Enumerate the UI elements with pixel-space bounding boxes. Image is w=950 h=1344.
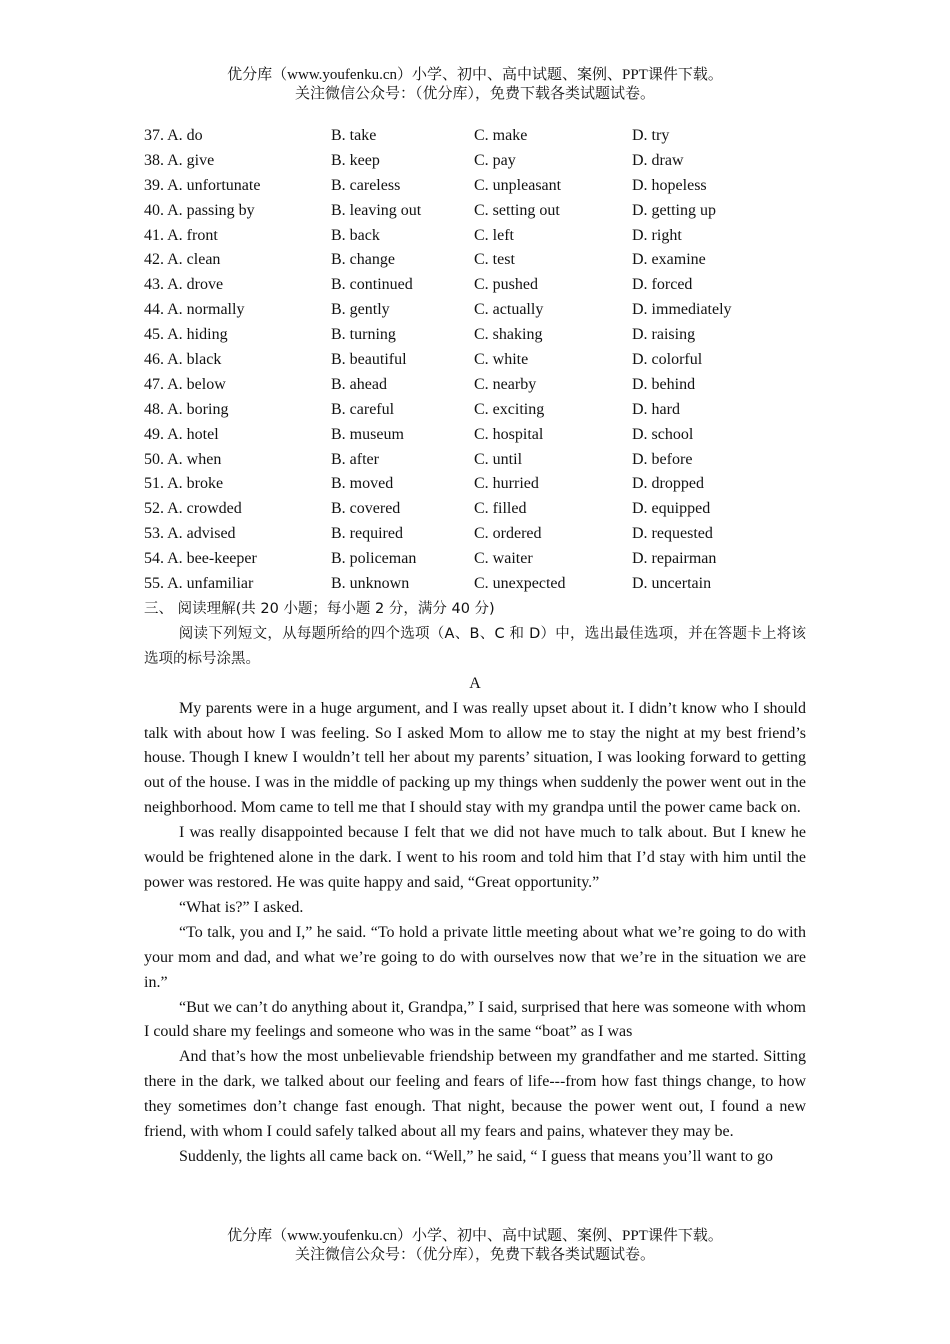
passage-paragraph: I was really disappointed because I felt that we did not have much to talk about. But I knew he would be frightened alone in the dark. I went to his room and told him that I’d stay with him until the power was restored. He was quite happy and said, “Great opportunity.” bbox=[144, 824, 806, 891]
option-d: D. hard bbox=[632, 400, 680, 418]
option-c: C. ordered bbox=[474, 525, 542, 543]
option-b: B. turning bbox=[331, 326, 396, 344]
option-d: D. requested bbox=[632, 525, 713, 543]
option-a: 55. A. unfamiliar bbox=[144, 575, 254, 593]
option-b: B. gently bbox=[331, 301, 390, 319]
section-instruction: 阅读下列短文，从每题所给的四个选项（A、B、C 和 D）中，选出最佳选项，并在答题卡上将该选项的标号涂黑。 bbox=[144, 625, 806, 667]
option-a: 52. A. crowded bbox=[144, 500, 242, 518]
option-a: 45. A. hiding bbox=[144, 326, 228, 344]
option-d: D. draw bbox=[632, 151, 684, 169]
option-c: C. hurried bbox=[474, 475, 539, 493]
option-a: 40. A. passing by bbox=[144, 201, 255, 219]
option-c: C. pay bbox=[474, 151, 516, 169]
option-b: B. after bbox=[331, 450, 379, 468]
option-row bbox=[144, 398, 824, 423]
option-d: D. colorful bbox=[632, 351, 703, 369]
option-c: C. make bbox=[474, 127, 528, 144]
option-b: B. careful bbox=[331, 400, 395, 418]
passage-paragraph: “To talk, you and I,” he said. “To hold a private little meeting about what we’re going to do with your mom and dad, and what we’re going to do with ourselves now that we’re in the situation we are in.” bbox=[144, 923, 806, 991]
option-b: B. careless bbox=[331, 176, 401, 194]
option-a: 53. A. advised bbox=[144, 525, 236, 543]
option-row bbox=[144, 373, 824, 398]
option-d: D. school bbox=[632, 425, 694, 443]
page-footer bbox=[0, 1227, 950, 1265]
option-b: B. back bbox=[331, 226, 380, 244]
option-b: B. continued bbox=[331, 276, 413, 294]
option-a: 47. A. below bbox=[144, 375, 226, 393]
option-row bbox=[144, 149, 824, 174]
option-d: D. right bbox=[632, 226, 682, 244]
option-b: B. unknown bbox=[331, 575, 410, 593]
option-c: C. hospital bbox=[474, 425, 544, 443]
option-d: D. forced bbox=[632, 276, 693, 294]
option-d: D. hopeless bbox=[632, 176, 707, 194]
answer-options-list bbox=[144, 124, 824, 597]
option-b: B. keep bbox=[331, 151, 380, 169]
option-b: B. required bbox=[331, 525, 403, 543]
option-d: D. before bbox=[632, 450, 693, 468]
option-d: D. uncertain bbox=[632, 575, 712, 593]
option-b: B. beautiful bbox=[331, 351, 407, 369]
option-a: 41. A. front bbox=[144, 226, 218, 244]
option-d: D. immediately bbox=[632, 301, 732, 319]
option-row bbox=[144, 572, 824, 597]
option-b: B. change bbox=[331, 251, 395, 269]
option-b: B. ahead bbox=[331, 375, 387, 393]
option-row bbox=[144, 522, 824, 547]
option-a: 43. A. drove bbox=[144, 276, 224, 294]
passage-paragraph: Suddenly, the lights all came back on. “Well,” he said, “ I guess that means you’ll want to go bbox=[179, 1147, 773, 1165]
passage-title: A bbox=[469, 674, 481, 692]
option-row bbox=[144, 448, 824, 473]
option-d: D. dropped bbox=[632, 475, 704, 493]
option-b: B. leaving out bbox=[331, 201, 422, 219]
option-c: C. unexpected bbox=[474, 575, 566, 593]
option-row bbox=[144, 323, 824, 348]
option-d: D. getting up bbox=[632, 201, 716, 219]
option-c: C. left bbox=[474, 226, 514, 244]
option-c: C. waiter bbox=[474, 550, 533, 568]
option-c: C. filled bbox=[474, 500, 527, 518]
passage-paragraph: My parents were in a huge argument, and I was really upset about it. I didn’t know who I should talk with about how I was feeling. So I asked Mom to allow me to stay the night at my best friend’s house. Though I knew I wouldn’t tell her about my parents’ situation, I was looking forward to getting out of the house. I was in the middle of packing up my things when suddenly the power went out in the neighborhood. Mom came to tell me that I should stay with my grandpa until the power came back on. bbox=[144, 699, 806, 817]
option-a: 46. A. black bbox=[144, 351, 222, 369]
option-a: 54. A. bee-keeper bbox=[144, 550, 257, 568]
option-d: D. equipped bbox=[632, 500, 711, 518]
option-row bbox=[144, 124, 824, 149]
option-c: C. pushed bbox=[474, 276, 538, 294]
reading-section bbox=[144, 597, 806, 1170]
option-row bbox=[144, 472, 824, 497]
option-a: 48. A. boring bbox=[144, 400, 229, 418]
option-d: D. behind bbox=[632, 375, 696, 393]
passage-paragraph: “What is?” I asked. bbox=[179, 898, 304, 916]
option-c: C. until bbox=[474, 450, 523, 468]
option-c: C. nearby bbox=[474, 375, 537, 393]
option-d: D. try bbox=[632, 127, 670, 144]
header-line-2: 关注微信公众号：（优分库），免费下载各类试题试卷。 bbox=[294, 86, 655, 102]
option-c: C. test bbox=[474, 251, 515, 269]
option-a: 51. A. broke bbox=[144, 475, 224, 493]
option-row bbox=[144, 174, 824, 199]
option-a: 49. A. hotel bbox=[144, 425, 219, 443]
option-b: B. museum bbox=[331, 425, 404, 443]
option-row bbox=[144, 248, 824, 273]
option-c: C. setting out bbox=[474, 201, 560, 219]
passage-paragraph: And that’s how the most unbelievable friendship between my grandfather and me started. Sitting there in the dark, we talked about our feeling and fears of life---from how fast things change, to how they sometimes don’t change fast enough. That night, because the power went out, I found a new friend, with whom I could safely talked about all my fears and pains, whatever they may be. bbox=[144, 1048, 806, 1141]
option-row bbox=[144, 547, 824, 572]
page-header bbox=[0, 66, 950, 104]
passage-paragraph: “But we can’t do anything about it, Grandpa,” I said, surprised that here was someone with whom I could share my feelings and someone who was in the same “boat” as I was bbox=[144, 998, 806, 1041]
option-b: B. moved bbox=[331, 475, 394, 493]
option-a: 50. A. when bbox=[144, 450, 222, 468]
option-a: 37. A. do bbox=[144, 127, 203, 144]
option-b: B. covered bbox=[331, 500, 401, 518]
option-d: D. raising bbox=[632, 326, 696, 344]
option-row bbox=[144, 348, 824, 373]
option-d: D. repairman bbox=[632, 550, 717, 568]
option-c: C. exciting bbox=[474, 400, 545, 418]
option-row bbox=[144, 298, 824, 323]
option-row bbox=[144, 273, 824, 298]
passage-body bbox=[144, 697, 806, 1170]
option-row bbox=[144, 423, 824, 448]
footer-line-1: 优分库（www.youfenku.cn）小学、初中、高中试题、案例、PPT课件下载。 bbox=[227, 1228, 723, 1244]
option-b: B. take bbox=[331, 127, 377, 144]
option-a: 38. A. give bbox=[144, 151, 215, 169]
option-a: 42. A. clean bbox=[144, 251, 221, 269]
option-c: C. unpleasant bbox=[474, 176, 562, 194]
header-line-1: 优分库（www.youfenku.cn）小学、初中、高中试题、案例、PPT课件下载。 bbox=[227, 67, 723, 83]
option-c: C. shaking bbox=[474, 326, 543, 344]
option-c: C. actually bbox=[474, 301, 544, 319]
option-c: C. white bbox=[474, 351, 529, 369]
option-row bbox=[144, 199, 824, 224]
section-title: 三、 阅读理解(共 20 小题；每小题 2 分，满分 40 分) bbox=[144, 601, 495, 617]
option-b: B. policeman bbox=[331, 550, 417, 568]
option-a: 39. A. unfortunate bbox=[144, 176, 261, 194]
option-d: D. examine bbox=[632, 251, 706, 269]
option-row bbox=[144, 497, 824, 522]
option-a: 44. A. normally bbox=[144, 301, 245, 319]
option-row bbox=[144, 224, 824, 249]
footer-line-2: 关注微信公众号：（优分库），免费下载各类试题试卷。 bbox=[294, 1247, 655, 1263]
